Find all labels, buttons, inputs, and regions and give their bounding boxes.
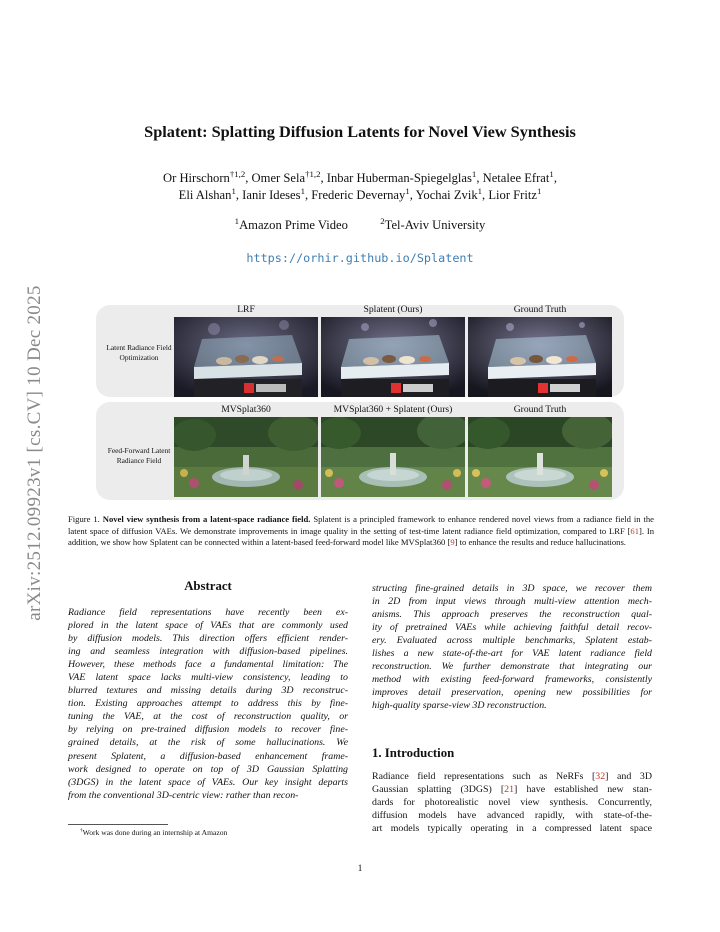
text-line: anisms. This approach preserves the reconstruction qual- [372, 609, 652, 621]
text-line: diffusion models have advanced rapidly, with state-of-the- [372, 810, 652, 822]
figure-row-latent-optimization [96, 305, 624, 397]
text-line: blurred textures and missing details during 3D reconstruc- [68, 685, 348, 697]
column-header: Ground Truth [513, 404, 567, 415]
column-header: Ground Truth [513, 304, 567, 315]
text-line: tuning the VAE, at the cost of reconstruction quality, or [68, 711, 348, 723]
text-line: ity of pretrained VAEs while achieving faithful detail recov- [372, 622, 652, 634]
text-line: from the conventional 3D-centric view: rather than recon- [68, 789, 299, 801]
text-line: in 2D from input views through multi-view attention mech- [372, 596, 652, 608]
image-splatent-display-case [321, 317, 465, 397]
text-line: tion. Existing approaches attempt to address this by fine- [68, 698, 348, 710]
author-name: Netalee Efrat [482, 171, 550, 185]
author-name: Eli Alshan [178, 188, 232, 202]
text-line: grained details, at the risk of some hallucinations. We [68, 737, 348, 749]
author-name: Yochai Zvik [415, 188, 478, 202]
text-line: lishes a new state-of-the-art for VAE latent radiance field [372, 648, 652, 660]
author-name: Omer Sela [251, 171, 306, 185]
image-ground-truth-display-case [468, 317, 612, 397]
citation-link[interactable]: 21 [504, 784, 515, 796]
author-name: Lior Fritz [488, 188, 537, 202]
text-line: ing and seamless integration with diffusion-based pipelines. [68, 646, 348, 658]
text-line: present Splatent, a diffusion-based enhancement frame- [68, 750, 348, 762]
text-line: art models typically operating in a compressed latent space [372, 823, 652, 835]
arxiv-stamp-text: arXiv:2512.09923v1 [cs.CV] 10 Dec 2025 [24, 285, 45, 621]
affiliation-2: $^2$Tel-Aviv University [380, 215, 486, 232]
text-line: Radiance field representations have recently been ex- [68, 607, 348, 618]
affiliations [80, 215, 640, 233]
column-header: LRF [237, 304, 255, 315]
row-label: Feed-Forward Latent Radiance Field [107, 446, 171, 465]
author-line-2: Eli Alshan$^1$, Ianir Ideses$^1$, Frederic Devernay$^1$, Yochai Zvik$^1$, Lior Fritz$^1$ [178, 185, 542, 202]
author-name: Frederic Devernay [311, 188, 406, 202]
footnote-rule [68, 824, 168, 825]
image-ground-truth-garden [468, 417, 612, 497]
author-list [80, 170, 640, 204]
text-line: However, these methods face a fundamental limitation: The [68, 659, 348, 671]
abstract-right-column [372, 582, 652, 712]
text-line: structing fine-grained details in 3D space, we recover them [372, 583, 652, 594]
arxiv-stamp [22, 258, 48, 648]
text-line: plored in the latent space of VAEs that are commonly used [68, 620, 348, 632]
text-line: by diffusion models. This direction offers efficient render- [68, 633, 348, 645]
image-lrf-display-case [174, 317, 318, 397]
text-line: (3DGS) in the latent space of VAEs. Our key insight departs [68, 776, 348, 788]
abstract-heading: Abstract [184, 579, 232, 593]
introduction-text [372, 770, 652, 835]
text-line: ery. Evaluated across multiple benchmarks, Splatent estab- [372, 635, 652, 647]
citation-link[interactable]: 32 [595, 771, 606, 782]
column-header: MVSplat360 [221, 404, 271, 415]
citation-link[interactable]: 61 [630, 525, 640, 536]
affiliation-1: $^1$Amazon Prime Video [234, 215, 348, 232]
text-line: method with existing feed-forward frameworks, consistently [372, 674, 652, 686]
author-name: Or Hirschorn [163, 171, 230, 185]
text-line: VAE latent space lacks multi-view consistency, leading to [68, 672, 348, 684]
author-name: Ianir Ideses [242, 188, 301, 202]
image-mvsplat360-splatent-garden [321, 417, 465, 497]
author-name: Inbar Huberman-Spiegelglas [326, 171, 472, 185]
text-line: high-quality sparse-view 3D reconstruction. [372, 700, 547, 712]
text-line: reconstruction. We further demonstrate that integrating our [372, 661, 652, 673]
citation-link[interactable]: 9 [450, 537, 455, 548]
row-label: Latent Radiance Field Optimization [106, 343, 172, 362]
column-header: Splatent (Ours) [363, 304, 423, 315]
paper-title: Splatent: Splatting Diffusion Latents for Novel View Synthesis [144, 122, 576, 141]
column-header: MVSplat360 + Splatent (Ours) [333, 404, 453, 415]
introduction-heading: 1. Introduction [372, 746, 455, 760]
text-line: work designed to operate on top of 3D Gaussian Splatting [68, 763, 348, 775]
footnote: †Work was done during an internship at Amazon [80, 827, 228, 837]
image-mvsplat360-garden [174, 417, 318, 497]
text-line: improves detail preservation, opening new possibilities for [372, 687, 652, 699]
page-number: 1 [357, 863, 363, 874]
text-line: by relying on pre-trained diffusion models to recover fine- [68, 724, 348, 736]
figure-row-feed-forward [96, 402, 624, 500]
text-line: Gaussian splatting (3DGS) [21] have established new stan- [372, 784, 652, 796]
figure-caption: Figure 1. Novel view synthesis from a latent-space radiance field. Splatent is a principled framework to enhance rendered novel views from a radiance field in the latent space of diffusion VAEs. We demonstrate improvements in image quality in the setting of test-time latent radiance field optimization, compared to LRF [61]. In addition, we show how Splatent can be connected within a latent-based feed-forward model like MVSplat360 [9] to enhance the results and reduce hallucinations. [68, 514, 654, 548]
text-line: Radiance field representations such as NeRFs [32] and 3D [372, 771, 652, 782]
author-line-1: Or Hirschorn$^{\dagger 1,2}$, Omer Sela$^{\dagger 1,2}$, Inbar Huberman-Spiegelglas$^1$, Netalee Efrat$^1$, [163, 168, 557, 185]
project-url-link[interactable]: https://orhir.github.io/Splatent [246, 251, 474, 265]
abstract-left-column [68, 606, 348, 802]
text-line: dards for photorealistic novel view synthesis. Concurrently, [372, 797, 652, 809]
